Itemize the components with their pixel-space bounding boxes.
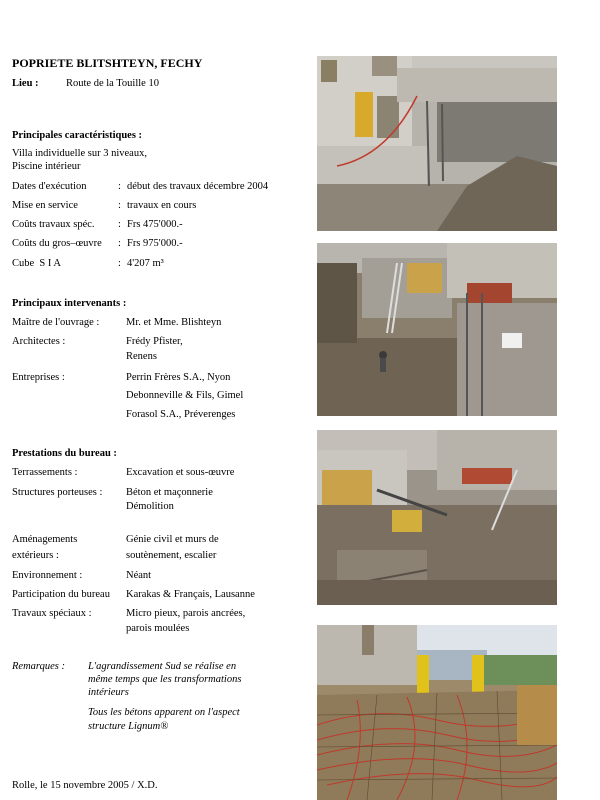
amenagements-label-2: extérieurs : xyxy=(12,550,59,561)
remarques-line-2: même temps que les transformations xyxy=(88,674,242,685)
site-photo-machinery xyxy=(317,430,557,605)
architectes-line-2: Renens xyxy=(126,351,157,362)
couts-gros-oeuvre-label: Coûts du gros–œuvre xyxy=(12,238,102,249)
terrassements-value: Excavation et sous-œuvre xyxy=(126,467,235,478)
site-photo-facade xyxy=(317,56,557,231)
entreprise-item: Debonneville & Fils, Gimel xyxy=(126,390,244,401)
architectes-label: Architectes : xyxy=(12,336,66,347)
lieu-label: Lieu : xyxy=(12,78,39,89)
remarques-line-3: intérieurs xyxy=(88,687,129,698)
page-title: POPRIETE BLITSHTEYN, FECHY xyxy=(12,56,203,70)
amenagements-label-1: Aménagements xyxy=(12,534,78,545)
maitre-ouvrage-value: Mr. et Mme. Blishteyn xyxy=(126,317,222,328)
dates-label: Dates d'exécution xyxy=(12,181,87,192)
architectes-line-1: Frédy Pfister, xyxy=(126,336,183,347)
cube-sia-value: 4'207 m³ xyxy=(127,258,164,269)
structures-label: Structures porteuses : xyxy=(12,487,103,498)
remarques-line-4: Tous les bétons apparent on l'aspect xyxy=(88,707,240,718)
couts-gros-oeuvre-sep: : xyxy=(118,238,121,249)
caracteristiques-desc-2: Piscine intérieur xyxy=(12,161,81,172)
couts-travaux-value: Frs 475'000.- xyxy=(127,219,183,230)
amenagements-line-1: Génie civil et murs de xyxy=(126,534,219,545)
environnement-value: Néant xyxy=(126,570,152,581)
cube-sia-label: Cube S I A xyxy=(12,258,62,269)
couts-travaux-label: Coûts travaux spéc. xyxy=(12,219,95,230)
caracteristiques-heading: Principales caractéristiques : xyxy=(12,130,143,141)
remarques-label: Remarques : xyxy=(12,661,65,672)
structures-line-1: Béton et maçonnerie xyxy=(126,487,213,498)
environnement-label: Environnement : xyxy=(12,570,83,581)
participation-value: Karakas & Français, Lausanne xyxy=(126,589,255,600)
amenagements-line-2: soutènement, escalier xyxy=(126,550,217,561)
footer-signature: Rolle, le 15 novembre 2005 / X.D. xyxy=(12,780,158,791)
mise-en-service-value: travaux en cours xyxy=(127,200,197,211)
intervenants-heading: Principaux intervenants : xyxy=(12,298,127,309)
cube-sia-sep: : xyxy=(118,258,121,269)
dates-value: début des travaux décembre 2004 xyxy=(127,181,269,192)
entreprises-label: Entreprises : xyxy=(12,372,65,383)
lieu-value: Route de la Touille 10 xyxy=(66,78,159,89)
site-photo-excavation xyxy=(317,243,557,416)
entreprise-item: Perrin Frères S.A., Nyon xyxy=(126,372,231,383)
remarques-line-1: L'agrandissement Sud se réalise en xyxy=(88,661,237,672)
site-photo-rebar-slab xyxy=(317,625,557,800)
mise-en-service-sep: : xyxy=(118,200,121,211)
maitre-ouvrage-label: Maître de l'ouvrage : xyxy=(12,317,100,328)
remarques-line-5: structure Lignum® xyxy=(88,721,169,732)
participation-label: Participation du bureau xyxy=(12,589,110,600)
couts-gros-oeuvre-value: Frs 975'000.- xyxy=(127,238,183,249)
travaux-speciaux-line-2: parois moulées xyxy=(126,623,190,634)
couts-travaux-sep: : xyxy=(118,219,121,230)
travaux-speciaux-line-1: Micro pieux, parois ancrées, xyxy=(126,608,246,619)
travaux-speciaux-label: Travaux spéciaux : xyxy=(12,608,92,619)
entreprise-item: Forasol S.A., Préverenges xyxy=(126,409,236,420)
caracteristiques-desc-1: Villa individuelle sur 3 niveaux, xyxy=(12,148,147,159)
terrassements-label: Terrassements : xyxy=(12,467,78,478)
dates-sep: : xyxy=(118,181,121,192)
mise-en-service-label: Mise en service xyxy=(12,200,78,211)
structures-line-2: Démolition xyxy=(126,501,174,512)
prestations-heading: Prestations du bureau : xyxy=(12,448,117,459)
